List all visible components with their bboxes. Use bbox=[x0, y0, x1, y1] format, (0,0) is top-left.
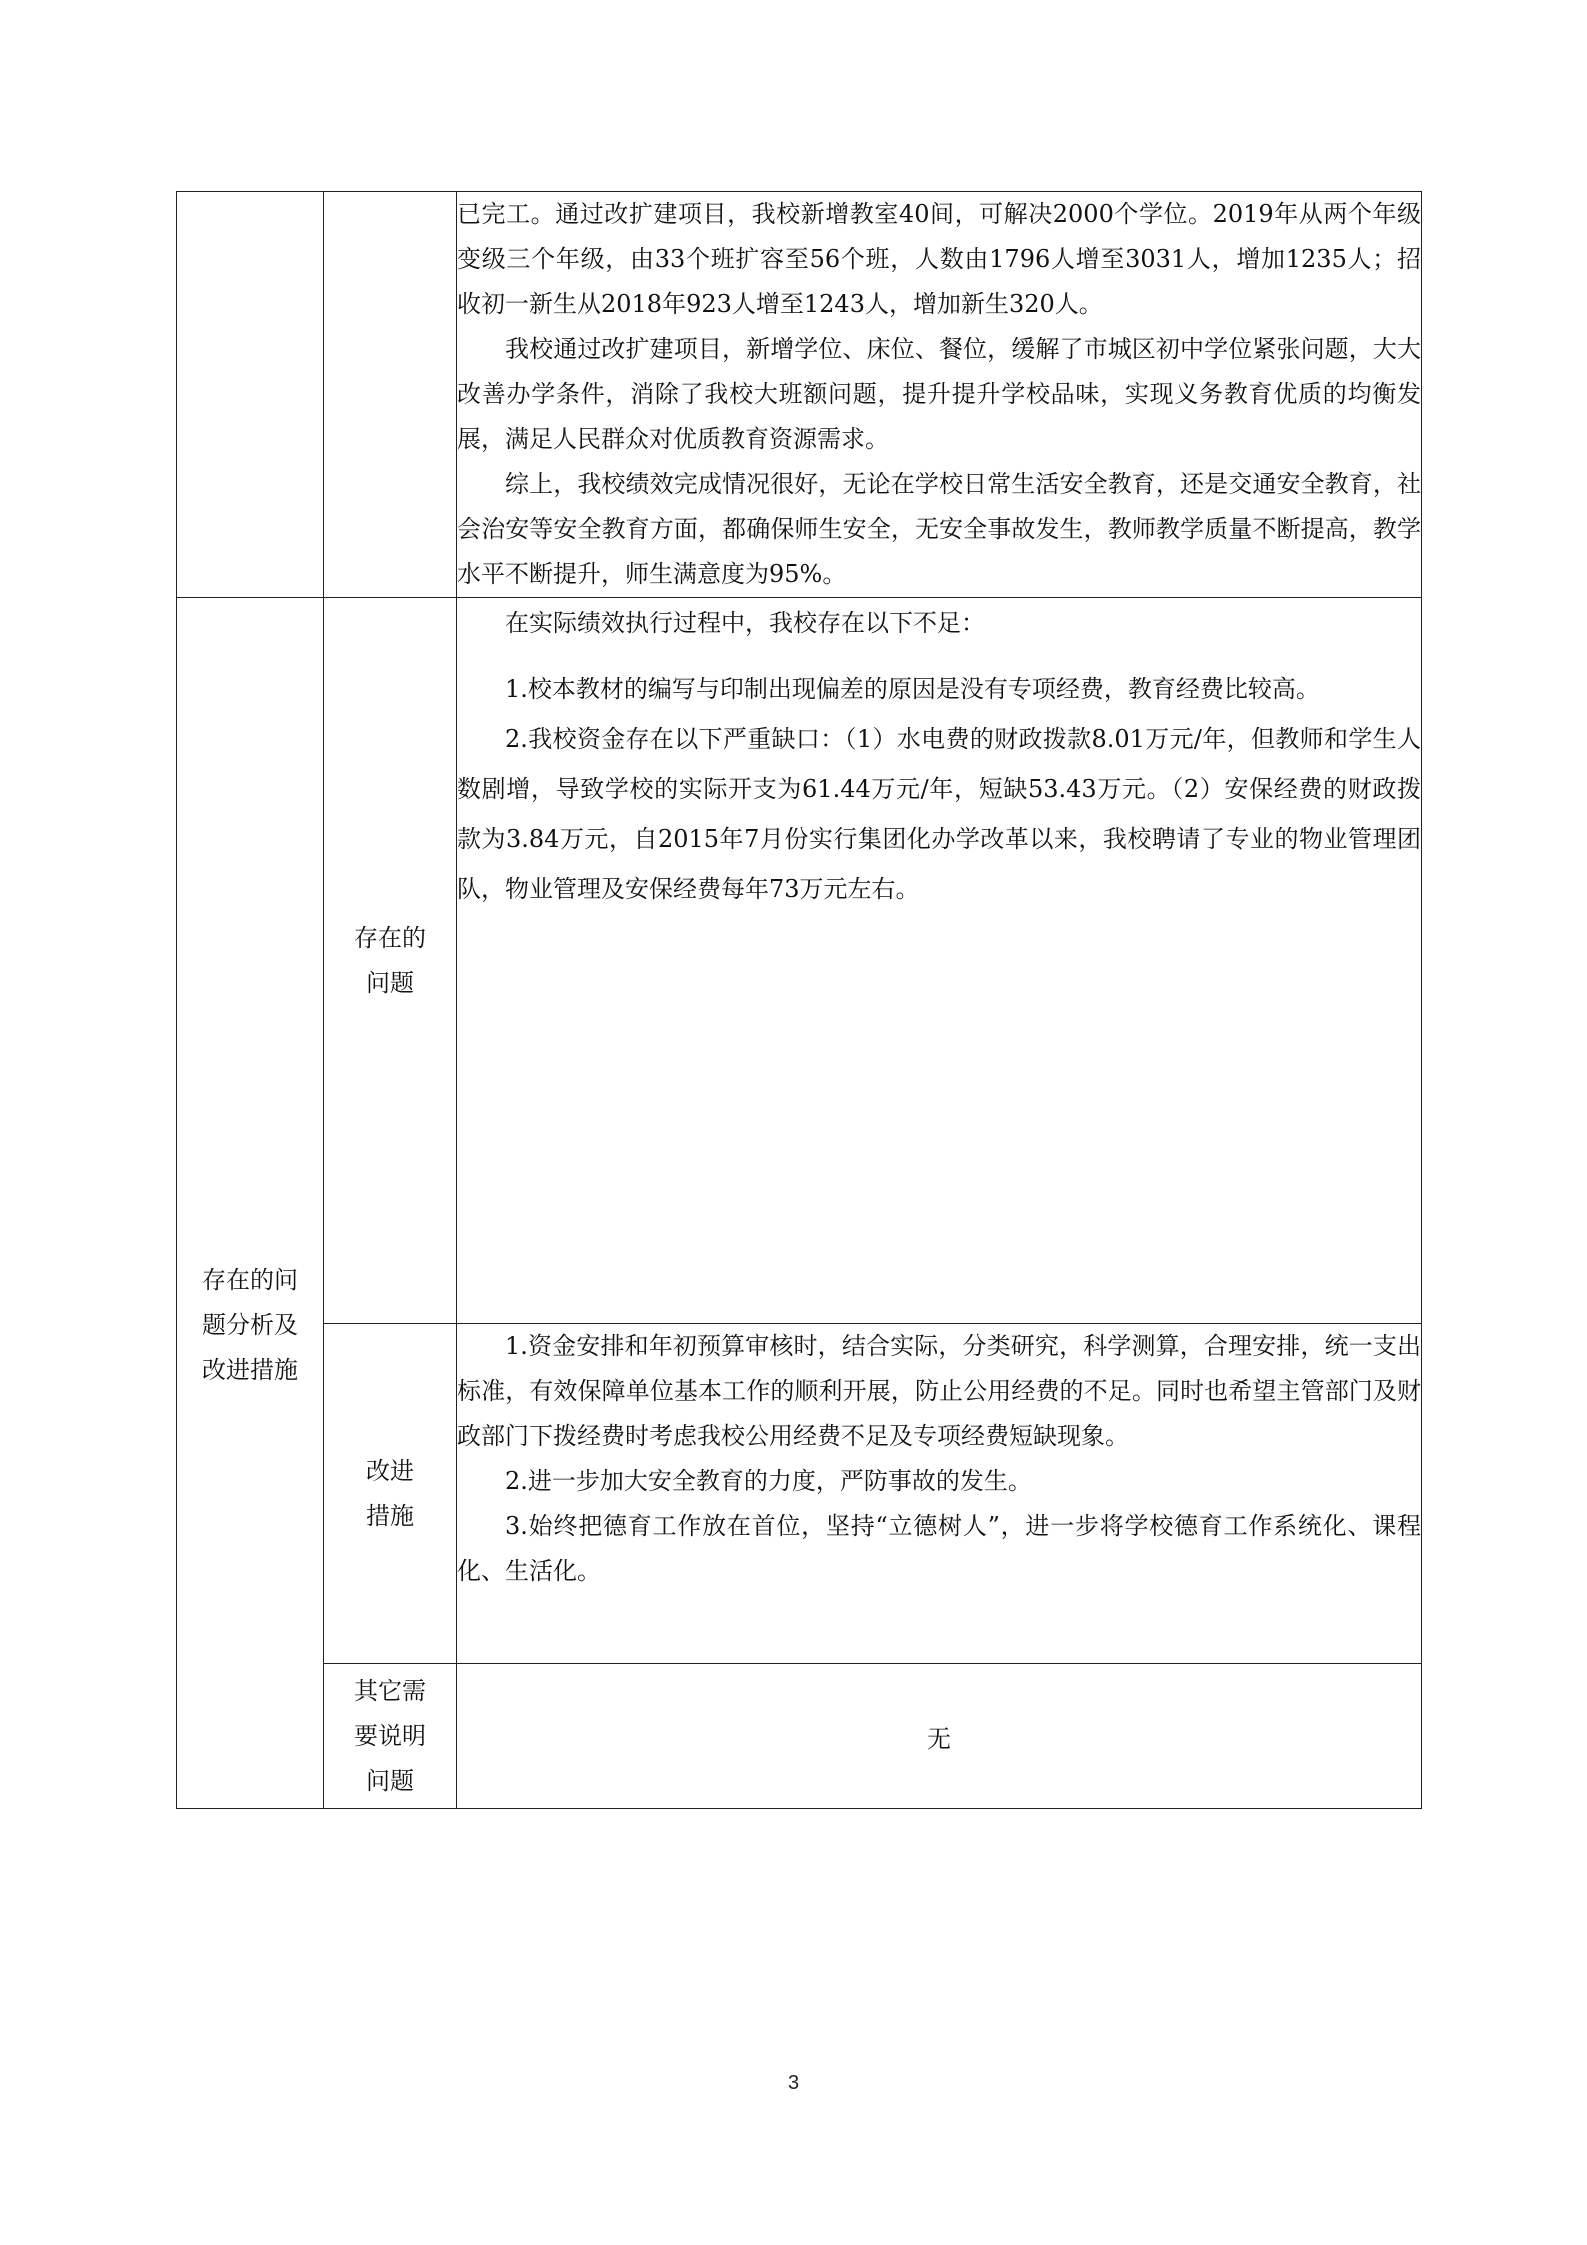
issues-label-line: 问题 bbox=[366, 968, 414, 997]
other-label-cell bbox=[324, 1664, 457, 1809]
measure-paragraph: 3.始终把德育工作放在首位，坚持“立德树人”，进一步将学校德育工作系统化、课程化、生活化。 bbox=[457, 1512, 1421, 1585]
other-label-line: 其它需 bbox=[354, 1676, 426, 1705]
measure-paragraph: 2.进一步加大安全教育的力度，严防事故的发生。 bbox=[505, 1467, 1032, 1495]
other-label-line: 要说明 bbox=[354, 1721, 426, 1750]
section-label-cell bbox=[177, 598, 324, 1809]
issues-label-line: 存在的 bbox=[354, 923, 426, 952]
page-number: 3 bbox=[787, 2072, 800, 2094]
section-label-line: 存在的问 bbox=[202, 1266, 298, 1294]
other-label-line: 问题 bbox=[366, 1766, 414, 1795]
measures-label-cell bbox=[324, 1324, 457, 1664]
issue-paragraph: 2.我校资金存在以下严重缺口：（1）水电费的财政拨款8.01万元/年，但教师和学生人数剧增，导致学校的实际开支为61.44万元/年，短缺53.43万元。（2）安保经费的财政拨款为3.84万元，自2015年7月份实行集团化办学改革以来，我校聘请了专业的物业管理团队，物业管理及安保经费每年73万元左右。 bbox=[457, 725, 1421, 903]
section-label-line: 题分析及 bbox=[202, 1311, 298, 1339]
measure-paragraph: 1.资金安排和年初预算审核时，结合实际，分类研究，科学测算，合理安排，统一支出标准，有效保障单位基本工作的顺利开展，防止公用经费的不足。同时也希望主管部门及财政部门下拨经费时考虑我校公用经费不足及专项经费短缺现象。 bbox=[457, 1332, 1421, 1450]
measures-cell bbox=[457, 1324, 1422, 1664]
summary-paragraph: 我校通过改扩建项目，新增学位、床位、餐位，缓解了市城区初中学位紧张问题，大大改善办学条件，消除了我校大班额问题，提升提升学校品味，实现义务教育优质的均衡发展，满足人民群众对优质教育资源需求。 bbox=[457, 335, 1421, 453]
report-table bbox=[176, 191, 1422, 1809]
table-row bbox=[177, 1324, 1422, 1664]
issue-paragraph: 在实际绩效执行过程中，我校存在以下不足： bbox=[505, 609, 985, 637]
table-row bbox=[177, 192, 1422, 598]
issues-label-cell bbox=[324, 598, 457, 1324]
blank-cell bbox=[324, 192, 457, 598]
measures-label-line: 改进 bbox=[366, 1456, 414, 1485]
summary-paragraph: 已完工。通过改扩建项目，我校新增教室40间，可解决2000个学位。2019年从两个年级变级三个年级，由33个班扩容至56个班，人数由1796人增至3031人，增加1235人；招收初一新生从2018年923人增至1243人，增加新生320人。 bbox=[457, 200, 1421, 318]
blank-cell bbox=[177, 192, 324, 598]
performance-summary-cell bbox=[457, 192, 1422, 598]
table-row bbox=[177, 598, 1422, 1324]
other-value-cell: 无 bbox=[457, 1664, 1422, 1809]
issues-cell bbox=[457, 598, 1422, 1324]
summary-paragraph: 综上，我校绩效完成情况很好，无论在学校日常生活安全教育，还是交通安全教育，社会治安等安全教育方面，都确保师生安全，无安全事故发生，教师教学质量不断提高，教学水平不断提升，师生满意度为95%。 bbox=[457, 470, 1421, 588]
measures-label-line: 措施 bbox=[366, 1501, 414, 1530]
section-label-line: 改进措施 bbox=[202, 1356, 298, 1384]
table-row bbox=[177, 1664, 1422, 1809]
issue-paragraph: 1.校本教材的编写与印制出现偏差的原因是没有专项经费，教育经费比较高。 bbox=[505, 675, 1320, 703]
